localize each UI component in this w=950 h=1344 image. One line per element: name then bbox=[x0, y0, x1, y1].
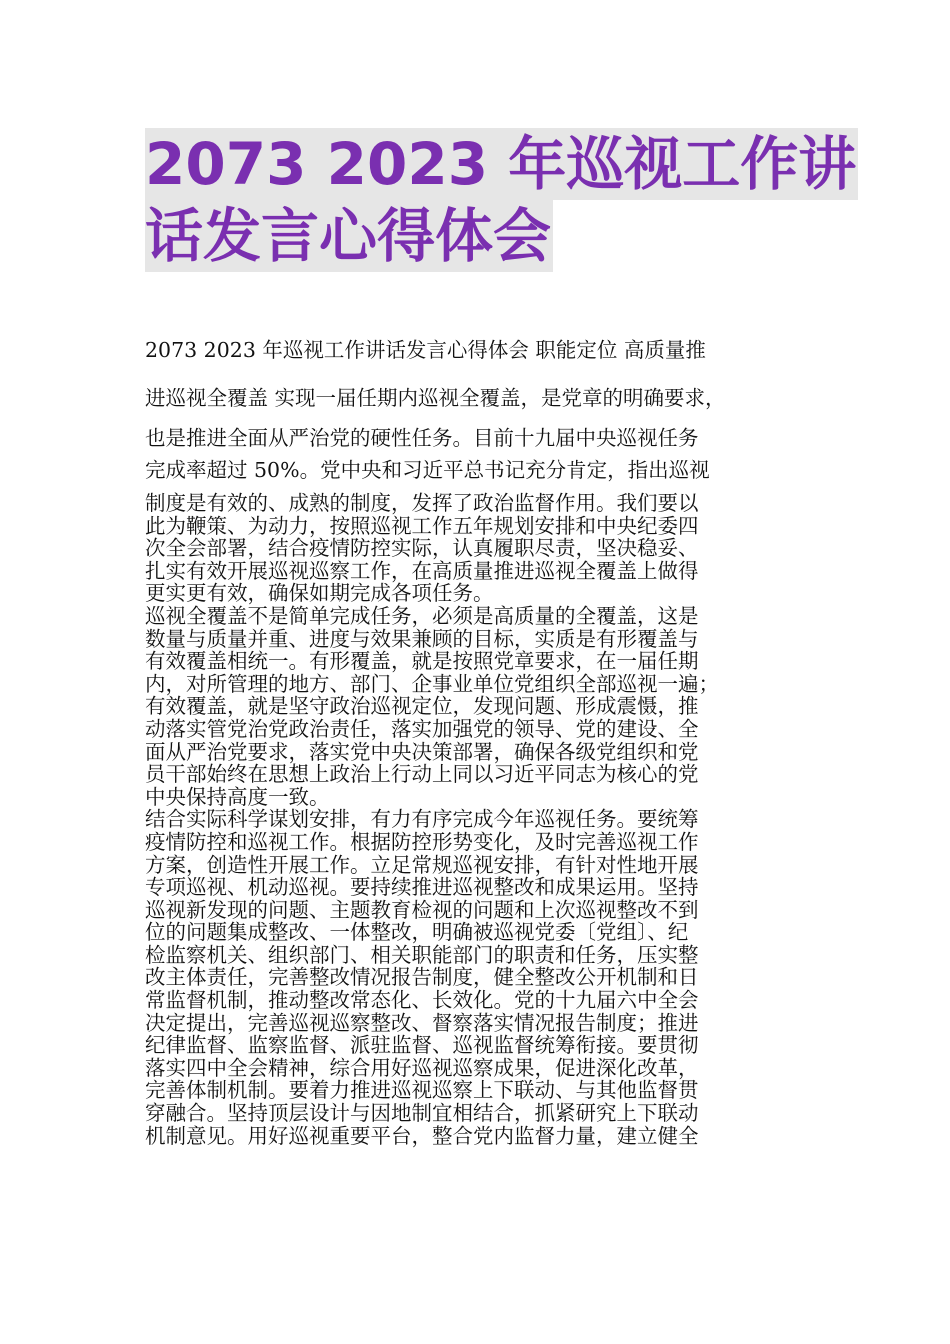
body-line: 纪律监督、监察监督、派驻监督、巡视监督统筹衔接。要贯彻 bbox=[145, 1033, 699, 1058]
body-line: 穿融合。坚持顶层设计与因地制宜相结合，抓紧研究上下联动 bbox=[145, 1101, 699, 1126]
body-line: 动落实管党治党政治责任，落实加强党的领导、党的建设、全 bbox=[145, 716, 699, 741]
body-line: 中央保持高度一致。 bbox=[145, 784, 330, 809]
intro-line: 进巡视全覆盖 实现一届任期内巡视全覆盖，是党章的明确要求， bbox=[145, 386, 726, 410]
body-line: 扎实有效开展巡视巡察工作，在高质量推进巡视全覆盖上做得 bbox=[145, 558, 699, 583]
body-line: 改主体责任，完善整改情况报告制度，健全整改公开机制和日 bbox=[145, 965, 699, 990]
title-line-2: 话发言心得体会 bbox=[145, 202, 552, 270]
body-line: 数量与质量并重、进度与效果兼顾的目标，实质是有形覆盖与 bbox=[145, 626, 699, 651]
body-line: 落实四中全会精神，综合用好巡视巡察成果，促进深化改革， bbox=[145, 1055, 699, 1080]
body-line: 此为鞭策、为动力，按照巡视工作五年规划安排和中央纪委四 bbox=[145, 513, 699, 538]
body-line: 员干部始终在思想上政治上行动上同以习近平同志为核心的党 bbox=[145, 762, 699, 787]
body-line: 面从严治党要求，落实党中央决策部署，确保各级党组织和党 bbox=[145, 739, 699, 764]
body-line: 方案，创造性开展工作。立足常规巡视安排，有针对性地开展 bbox=[145, 852, 699, 877]
body-line: 更实更有效，确保如期完成各项任务。 bbox=[145, 581, 494, 606]
intro-line: 完成率超过 50%。党中央和习近平总书记充分肯定，指出巡视 bbox=[145, 458, 710, 482]
body-line: 制度是有效的、成熟的制度，发挥了政治监督作用。我们要以 bbox=[145, 491, 699, 515]
body-line: 检监察机关、组织部门、相关职能部门的职责和任务，压实整 bbox=[145, 942, 699, 967]
body-line: 完善体制机制。要着力推进巡视巡察上下联动、与其他监督贯 bbox=[145, 1078, 699, 1103]
body-line: 次全会部署，结合疫情防控实际，认真履职尽责，坚决稳妥、 bbox=[145, 536, 699, 561]
body-line: 有效覆盖，就是坚守政治巡视定位，发现问题、形成震慑，推 bbox=[145, 694, 699, 719]
title-line-1: 2073 2023 年巡视工作讲 bbox=[145, 130, 857, 198]
document-title bbox=[145, 128, 857, 272]
body-line: 结合实际科学谋划安排，有力有序完成今年巡视任务。要统筹 bbox=[145, 807, 699, 832]
body-line: 位的问题集成整改、一体整改，明确被巡视党委〔党组〕、纪 bbox=[145, 920, 689, 945]
body-line: 专项巡视、机动巡视。要持续推进巡视整改和成果运用。坚持 bbox=[145, 875, 699, 900]
body-line: 内，对所管理的地方、部门、企事业单位党组织全部巡视一遍； bbox=[145, 671, 719, 696]
intro-line: 也是推进全面从严治党的硬性任务。目前十九届中央巡视任务 bbox=[145, 426, 699, 450]
body-line: 常监督机制，推动整改常态化、长效化。党的十九届六中全会 bbox=[145, 988, 699, 1013]
intro-line: 2073 2023 年巡视工作讲话发言心得体会 职能定位 高质量推 bbox=[145, 338, 706, 362]
body-line: 有效覆盖相统一。有形覆盖，就是按照党章要求，在一届任期 bbox=[145, 649, 699, 674]
body-line: 决定提出，完善巡视巡察整改、督察落实情况报告制度；推进 bbox=[145, 1010, 699, 1035]
body-line: 巡视新发现的问题、主题教育检视的问题和上次巡视整改不到 bbox=[145, 897, 699, 922]
body-line: 巡视全覆盖不是简单完成任务，必须是高质量的全覆盖，这是 bbox=[145, 603, 699, 628]
body-text bbox=[145, 492, 817, 1147]
body-line: 疫情防控和巡视工作。根据防控形势变化，及时完善巡视工作 bbox=[145, 829, 699, 854]
body-line: 机制意见。用好巡视重要平台，整合党内监督力量，建立健全 bbox=[145, 1123, 699, 1148]
